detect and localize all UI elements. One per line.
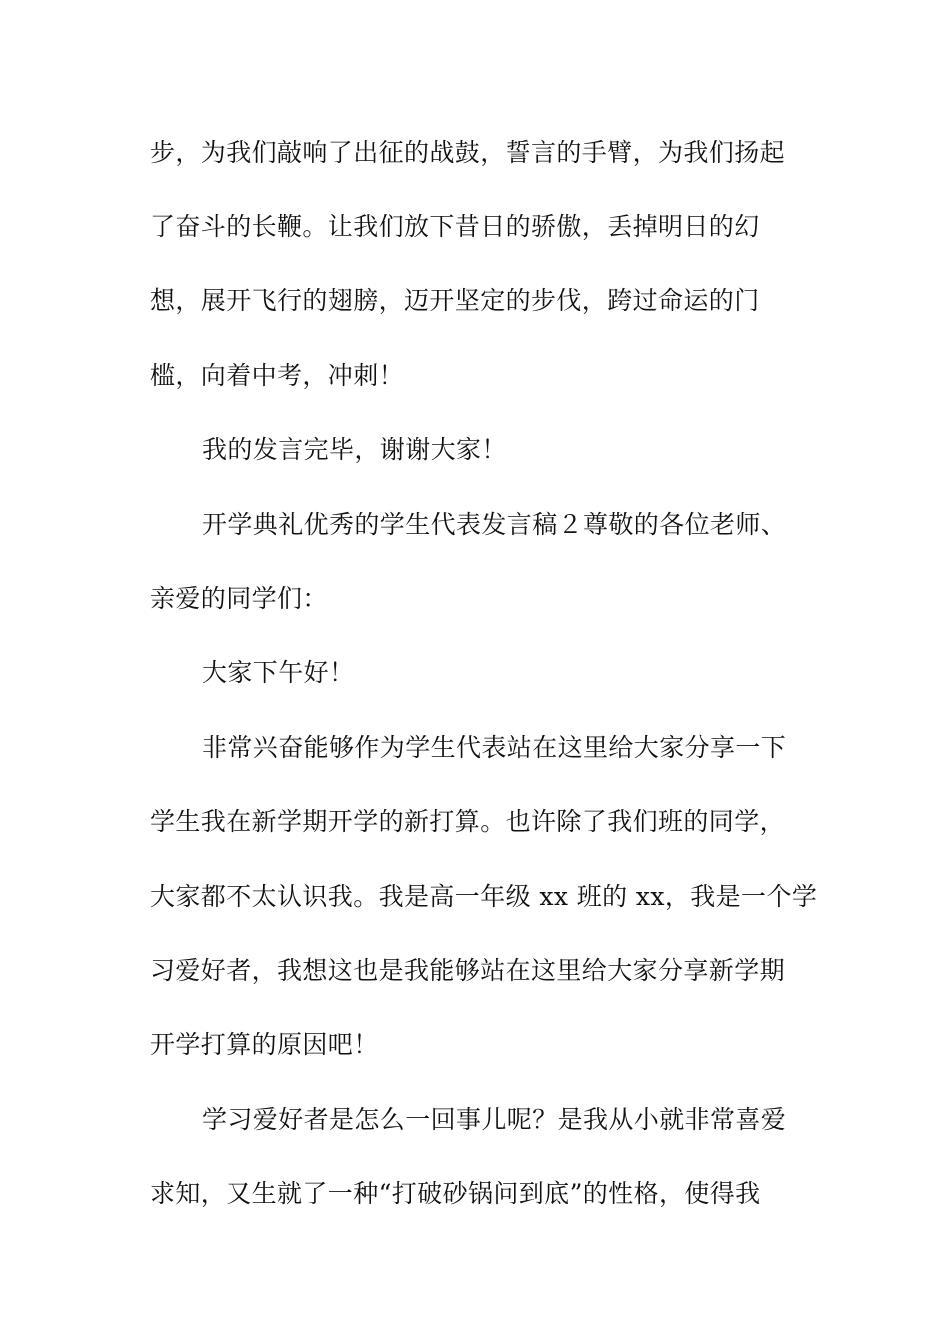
- paragraph-start-line: 学习爱好者是怎么一回事儿呢？是我从小就非常喜爱: [202, 1105, 787, 1134]
- paragraph-start-line: 开学典礼优秀的学生代表发言稿２尊敬的各位老师、: [202, 510, 787, 539]
- paragraph-start-line: 大家下午好！: [202, 658, 355, 687]
- text-line: 步，为我们敲响了出征的战鼓，誓言的手臂，为我们扬起: [150, 138, 786, 167]
- text-line: 了奋斗的长鞭。让我们放下昔日的骄傲，丢掉明日的幻: [150, 212, 760, 241]
- text-line: 槛，向着中考，冲刺！: [150, 361, 405, 390]
- paragraph-start-line: 我的发言完毕，谢谢大家！: [202, 435, 507, 464]
- text-line: 开学打算的原因吧！: [150, 1030, 379, 1059]
- text-line: 学生我在新学期开学的新打算。也许除了我们班的同学，: [150, 807, 786, 836]
- text-line: 求知，又生就了一种“打破砂锅问到底”的性格，使得我: [150, 1179, 761, 1208]
- text-line: 习爱好者，我想这也是我能够站在这里给大家分享新学期: [150, 956, 786, 985]
- text-line: 想，展开飞行的翅膀，迈开坚定的步伐，跨过命运的门: [150, 286, 760, 315]
- text-line: 大家都不太认识我。我是高一年级 xx 班的 xx，我是一个学: [150, 882, 818, 911]
- paragraph-start-line: 非常兴奋能够作为学生代表站在这里给大家分享一下: [202, 733, 787, 762]
- text-line: 亲爱的同学们：: [150, 584, 328, 613]
